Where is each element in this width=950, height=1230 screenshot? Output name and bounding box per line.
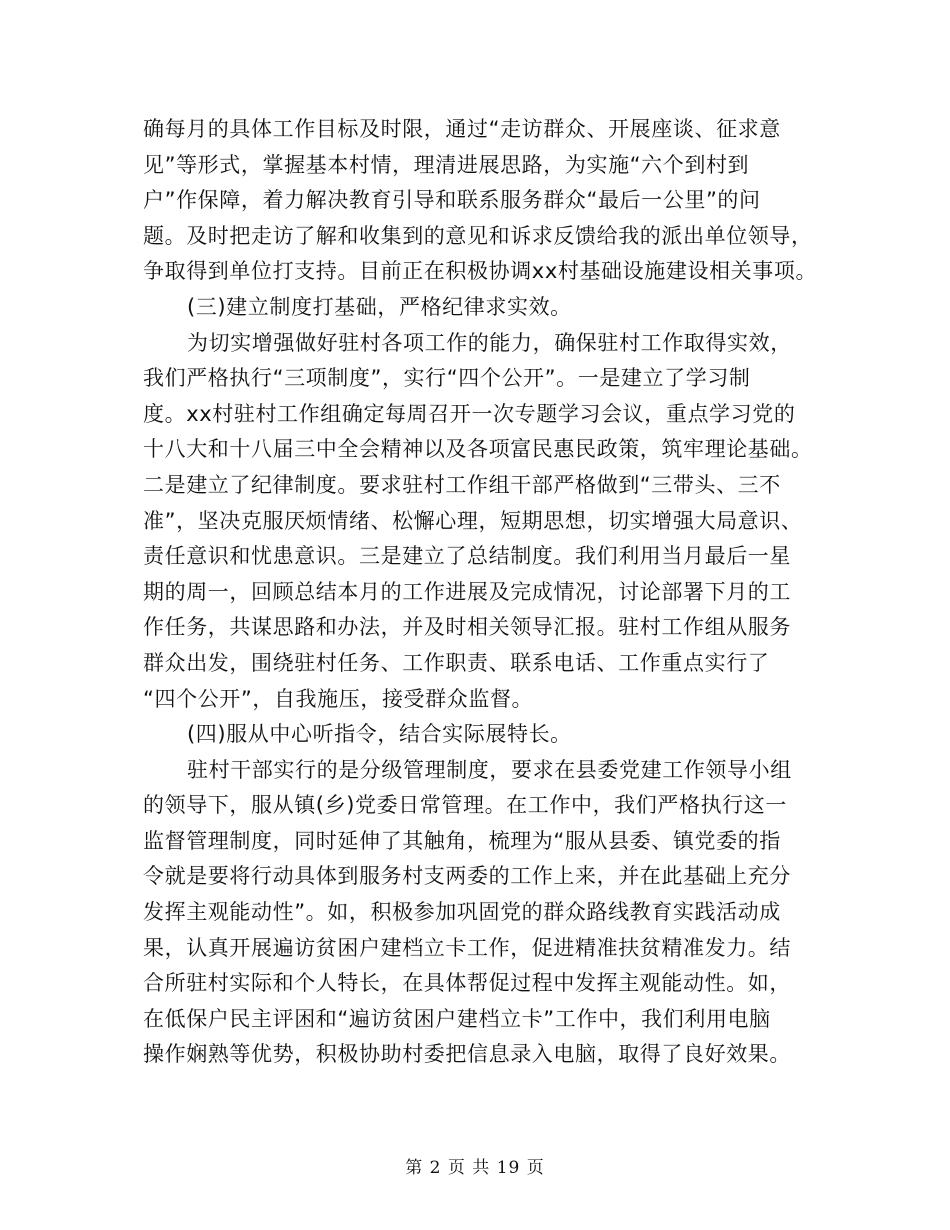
paragraph-start: 为切实增强做好驻村各项工作的能力，确保驻村工作取得实效，	[187, 330, 792, 355]
document-body	[143, 112, 823, 1073]
text-line: 令就是要将行动具体到服务村支两委的工作上来，并在此基础上充分	[143, 864, 791, 889]
text-line: 操作娴熟等优势，积极协助村委把信息录入电脑，取得了良好效果。	[143, 1042, 791, 1067]
text-line: 发挥主观能动性”。如，积极参加巩固党的群众路线教育实践活动成	[143, 900, 781, 925]
text-line: 见”等形式，掌握基本村情，理清进展思路，为实施“六个到村到	[143, 152, 750, 177]
text-line: 十八大和十八届三中全会精神以及各项富民惠民政策，筑牢理论基础。	[143, 437, 813, 462]
text-line: 题。及时把走访了解和收集到的意见和诉求反馈给我的派出单位领导，	[143, 223, 813, 248]
text-line: 的领导下，服从镇(乡)党委日常管理。在工作中，我们严格执行这一	[143, 793, 787, 818]
text-line: 在低保户民主评困和“遍访贫困户建档立卡”工作中，我们利用电脑	[143, 1006, 771, 1031]
text-line: 作任务，共谋思路和办法，并及时相关领导汇报。驻村工作组从服务	[143, 615, 791, 640]
text-line: 度。xx村驻村工作组确定每周召开一次专题学习会议，重点学习党的	[143, 401, 796, 426]
text-line: 户”作保障，着力解决教育引导和联系服务群众“最后一公里”的问	[143, 188, 761, 213]
text-line: 二是建立了纪律制度。要求驻村工作组干部严格做到“三带头、三不	[143, 472, 781, 497]
text-line: 合所驻村实际和个人特长，在具体帮促过程中发挥主观能动性。如，	[143, 971, 791, 996]
text-line: 责任意识和忧患意识。三是建立了总结制度。我们利用当月最后一星	[143, 544, 791, 569]
text-line: 监督管理制度，同时延伸了其触角，梳理为“服从县委、镇党委的指	[143, 828, 781, 853]
text-line: 准”，坚决克服厌烦情绪、松懈心理，短期思想，切实增强大局意识、	[143, 508, 803, 533]
page-number-footer: 第 2 页 共 19 页	[405, 1158, 545, 1178]
section-heading: (三)建立制度打基础，严格纪律求实效。	[187, 294, 572, 319]
text-line: 确每月的具体工作目标及时限，通过“走访群众、开展座谈、征求意	[143, 117, 781, 141]
text-line: 群众出发，围绕驻村任务、工作职责、联系电话、工作重点实行了	[143, 650, 770, 675]
section-heading: (四)服从中心听指令，结合实际展特长。	[187, 722, 572, 747]
text-line: “四个公开”，自我施压，接受群众监督。	[143, 686, 534, 711]
text-line: 期的周一，回顾总结本月的工作进展及完成情况，讨论部署下月的工	[143, 579, 791, 604]
text-line: 我们严格执行“三项制度”，实行“四个公开”。一是建立了学习制	[143, 366, 751, 391]
text-line: 争取得到单位打支持。目前正在积极协调xx村基础设施建设相关事项。	[143, 259, 818, 284]
paragraph-start: 驻村干部实行的是分级管理制度，要求在县委党建工作领导小组	[187, 757, 792, 782]
text-line: 果，认真开展遍访贫困户建档立卡工作，促进精准扶贫精准发力。结	[143, 935, 791, 960]
